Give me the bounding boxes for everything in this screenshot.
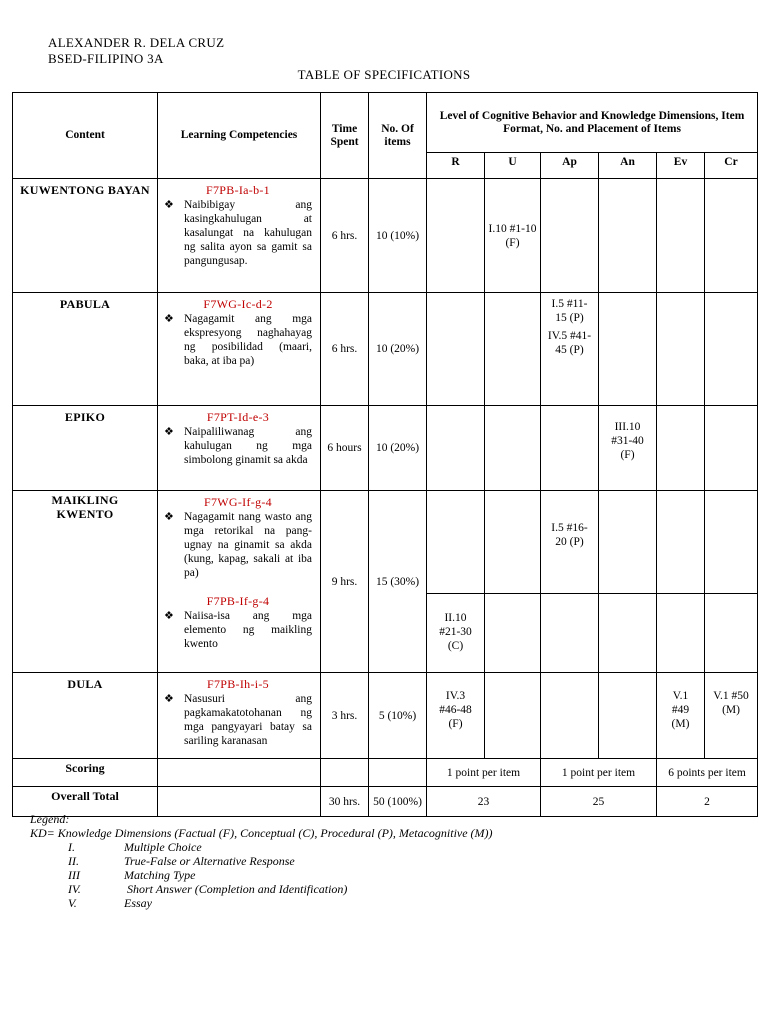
diamond-bullet-icon: ❖ xyxy=(164,610,174,622)
legend-item-text: Matching Type xyxy=(124,868,196,882)
level-cr: Cr xyxy=(705,153,758,179)
competency-code: F7PB-Ih-i-5 xyxy=(207,677,269,691)
competency-cell xyxy=(158,179,321,293)
competency-text: Nasusuri ang pagkamakatotohanan ng mga pangyayari batay sa sariling karanasan xyxy=(184,693,312,747)
scoring-label: Scoring xyxy=(13,759,158,787)
legend-item-num: V. xyxy=(68,896,77,910)
placement-ap-1: I.5 #11-15 (P) xyxy=(551,298,588,324)
table-row xyxy=(13,179,758,293)
header-cognitive-level: Level of Cognitive Behavior and Knowledge Dimensions, Item Format, No. and Placement of Items xyxy=(427,93,758,153)
placement-ap: I.5 #16-20 (P) xyxy=(541,491,599,594)
item-count: 10 (20%) xyxy=(369,406,427,491)
competency-cell xyxy=(158,491,321,673)
legend-item-text: Multiple Choice xyxy=(124,840,202,854)
scoring-r-u: 1 point per item xyxy=(427,759,541,787)
legend-item xyxy=(30,854,493,868)
legend-item-text: True-False or Alternative Response xyxy=(124,854,295,868)
legend-item-num: II. xyxy=(68,854,79,868)
competency-code: F7PT-Id-e-3 xyxy=(206,410,270,424)
competency-text: Nagagamit ang mga ekspresyong naghahayag ng posibilidad (maari, baka, at iba pa) xyxy=(184,313,312,367)
table-row xyxy=(13,491,758,594)
competency-text: Nagagamit nang wasto ang mga retorikal na pang-ugnay na ginamit sa akda (kung, kapag, sakali at iba pa) xyxy=(184,511,312,579)
level-an: An xyxy=(599,153,657,179)
table-row xyxy=(13,293,758,406)
legend-title: Legend: xyxy=(30,812,70,826)
level-u: U xyxy=(485,153,541,179)
scoring-ev-cr: 6 points per item xyxy=(657,759,758,787)
scoring-ap-an: 1 point per item xyxy=(541,759,657,787)
level-ap: Ap xyxy=(541,153,599,179)
competency-text: Naiisa-isa ang mga elemento ng maikling kwento xyxy=(184,610,312,650)
table-row xyxy=(13,406,758,491)
total-label: Overall Total xyxy=(13,787,158,817)
competency-text: Naibibigay ang kasingkahulugan at kasalungat na kahulugan ng salita ayon sa gamit sa pangungusap. xyxy=(184,199,312,267)
time-spent: 6 hours xyxy=(321,406,369,491)
item-count: 10 (20%) xyxy=(369,293,427,406)
level-ev: Ev xyxy=(657,153,705,179)
competency-code: F7WG-If-g-4 xyxy=(204,495,272,509)
time-spent: 9 hrs. xyxy=(321,491,369,673)
diamond-bullet-icon: ❖ xyxy=(164,199,174,211)
total-ev-cr: 2 xyxy=(657,787,758,817)
total-r-u: 23 xyxy=(427,787,541,817)
legend-kd: KD= Knowledge Dimensions (Factual (F), Conceptual (C), Procedural (P), Metacognitive (M)) xyxy=(30,826,493,840)
competency-cell xyxy=(158,406,321,491)
placement-ev: V.1 #49 (M) xyxy=(657,673,705,759)
header-time: Time Spent xyxy=(321,93,369,179)
header-competencies: Learning Competencies xyxy=(158,93,321,179)
level-r: R xyxy=(427,153,485,179)
competency-text: Naipaliliwanag ang kahulugan ng mga simbolong ginamit sa akda xyxy=(184,426,312,466)
table-row xyxy=(13,759,758,787)
legend-item xyxy=(30,840,493,854)
placement-r: IV.3 #46-48 (F) xyxy=(427,673,485,759)
legend-item xyxy=(30,868,493,882)
item-count: 10 (10%) xyxy=(369,179,427,293)
placement-cr: V.1 #50 (M) xyxy=(705,673,758,759)
time-spent: 6 hrs. xyxy=(321,179,369,293)
placement-u: I.10 #1-10 (F) xyxy=(485,179,541,293)
legend xyxy=(30,812,493,910)
header-content: Content xyxy=(13,93,158,179)
total-time: 30 hrs. xyxy=(321,787,369,817)
diamond-bullet-icon: ❖ xyxy=(164,426,174,438)
content-kuwentong-bayan: KUWENTONG BAYAN xyxy=(13,179,158,293)
diamond-bullet-icon: ❖ xyxy=(164,693,174,705)
competency-cell xyxy=(158,293,321,406)
placement-ap xyxy=(541,293,599,406)
competency-cell xyxy=(158,673,321,759)
document-title: TABLE OF SPECIFICATIONS xyxy=(297,67,471,82)
legend-item-num: III xyxy=(68,868,80,882)
competency-code: F7PB-Ia-b-1 xyxy=(206,183,270,197)
legend-item-num: I. xyxy=(68,840,75,854)
legend-item xyxy=(30,896,493,910)
legend-item-text: Short Answer (Completion and Identification) xyxy=(124,882,348,896)
author-section: BSED-FILIPINO 3A xyxy=(48,51,164,66)
competency-code: F7PB-If-g-4 xyxy=(206,594,270,608)
time-spent: 3 hrs. xyxy=(321,673,369,759)
legend-item xyxy=(30,882,493,896)
legend-item-text: Essay xyxy=(124,896,152,910)
content-epiko: EPIKO xyxy=(13,406,158,491)
total-items: 50 (100%) xyxy=(369,787,427,817)
time-spent: 6 hrs. xyxy=(321,293,369,406)
total-ap-an: 25 xyxy=(541,787,657,817)
placement-ap-2: IV.5 #41-45 (P) xyxy=(547,330,592,356)
placement-r: II.10 #21-30 (C) xyxy=(427,594,485,673)
placement-an: III.10 #31-40 (F) xyxy=(599,406,657,491)
diamond-bullet-icon: ❖ xyxy=(164,511,174,523)
content-pabula: PABULA xyxy=(13,293,158,406)
table-row xyxy=(13,673,758,759)
legend-item-num: IV. xyxy=(68,882,81,896)
content-maikling-kwento: MAIKLING KWENTO xyxy=(13,491,158,673)
author-name: ALEXANDER R. DELA CRUZ xyxy=(48,35,225,50)
item-count: 5 (10%) xyxy=(369,673,427,759)
header-items: No. Of items xyxy=(369,93,427,179)
content-dula: DULA xyxy=(13,673,158,759)
specifications-table xyxy=(12,92,758,817)
diamond-bullet-icon: ❖ xyxy=(164,313,174,325)
competency-code: F7WG-Ic-d-2 xyxy=(203,297,273,311)
item-count: 15 (30%) xyxy=(369,491,427,673)
